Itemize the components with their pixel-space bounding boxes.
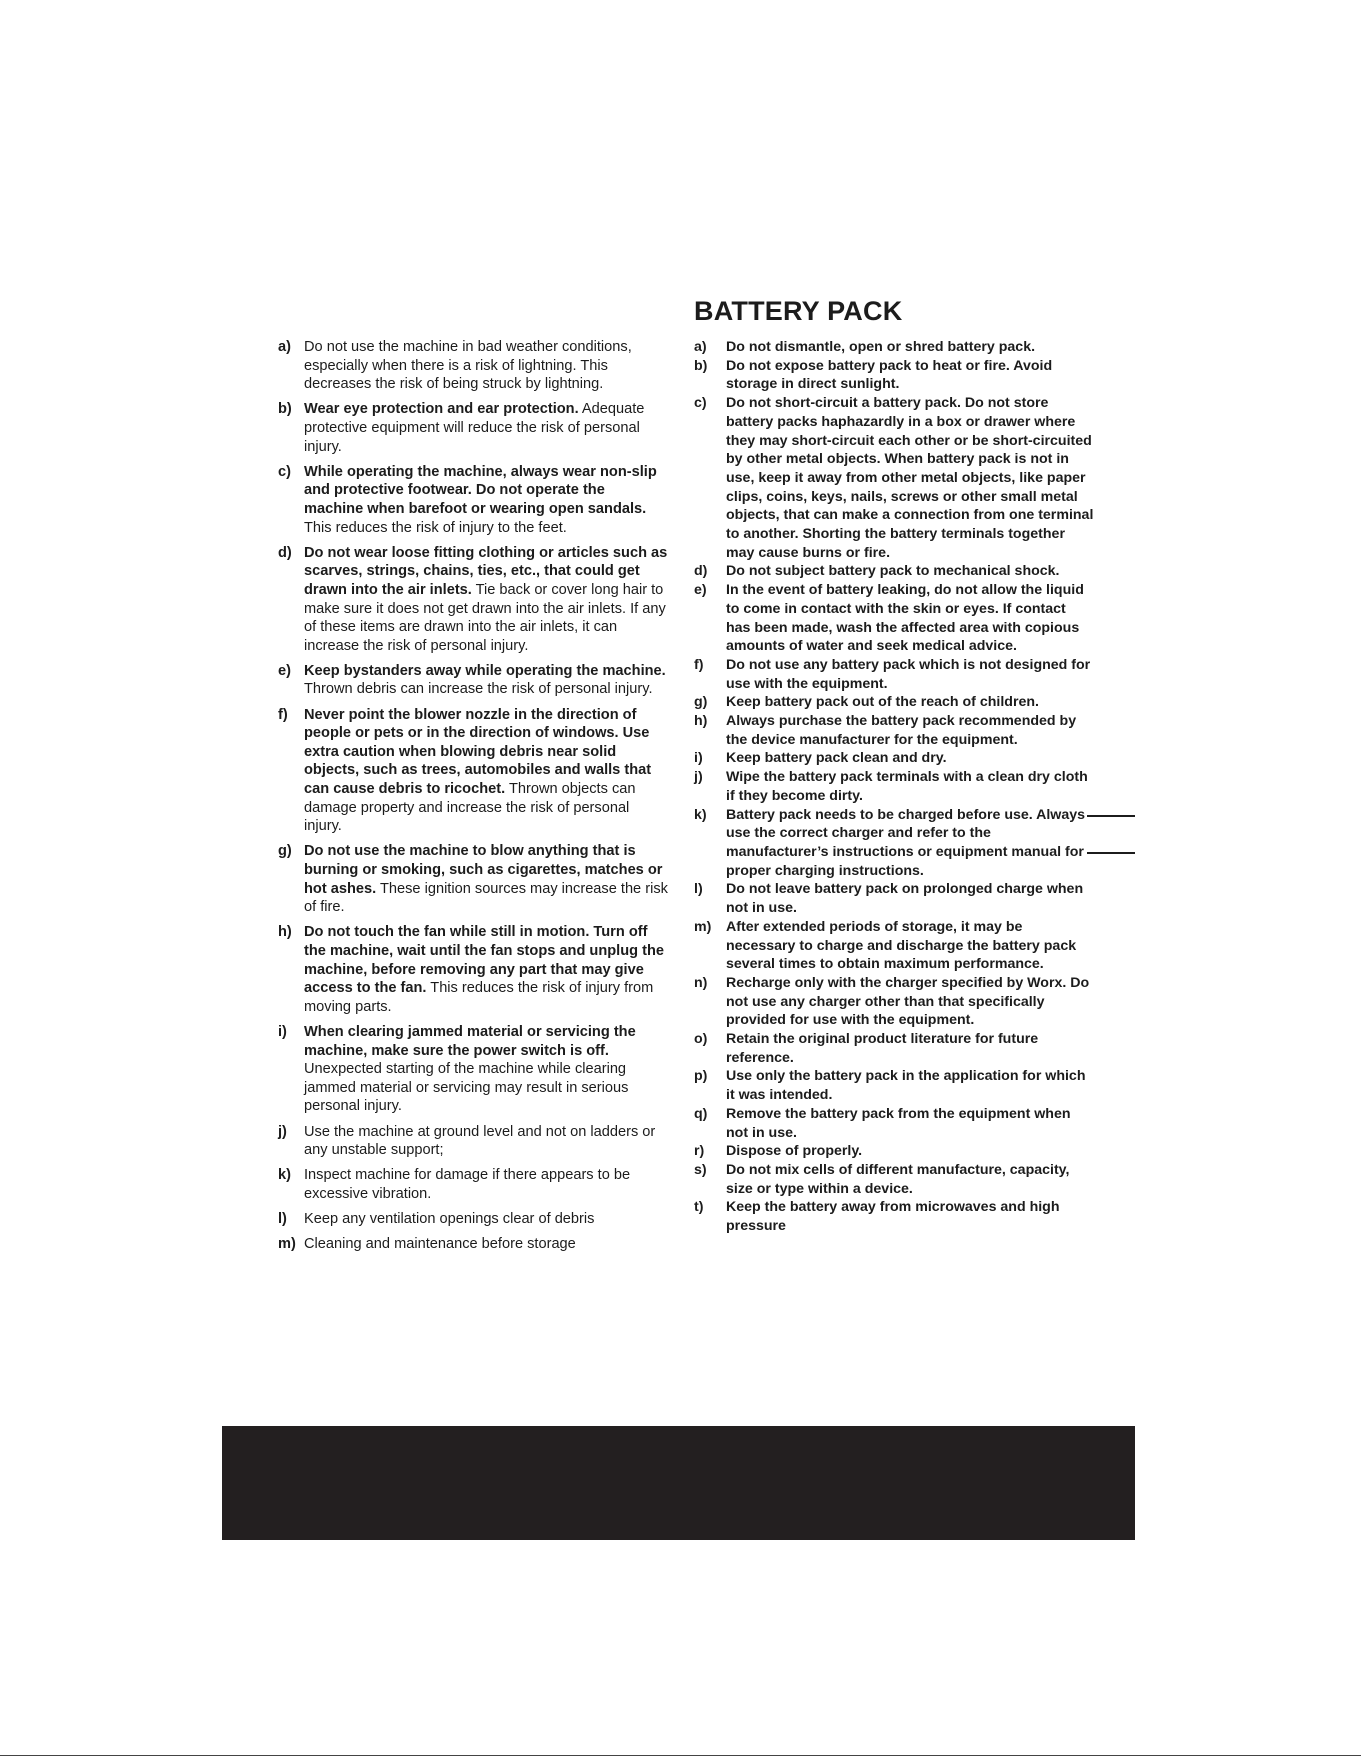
list-item — [278, 544, 668, 656]
list-item — [694, 768, 1094, 805]
list-item — [278, 400, 668, 456]
item-body: Tie back or cover long hair to make sure it does not get drawn into the air inlets. If any of these items are drawn into the air inlets, it can increase the risk of personal injury. — [304, 581, 666, 654]
list-item — [278, 1235, 668, 1254]
item-label: a) — [694, 339, 707, 355]
item-emphasis: Do not use the machine to blow anything that is burning or smoking, such as cigarettes, matches or hot ashes. — [304, 843, 663, 897]
list-item — [694, 1105, 1094, 1142]
list-item — [694, 1161, 1094, 1198]
item-text: Dispose of properly. — [726, 1143, 863, 1160]
item-text: After extended periods of storage, it may be necessary to charge and discharge the battery pack several times to obtain maximum performance. — [726, 918, 1077, 973]
item-text: Do not use any battery pack which is not designed for use with the equipment. — [726, 656, 1091, 692]
item-text — [304, 923, 668, 1016]
item-emphasis: Do not wear loose fitting clothing or articles such as scarves, strings, chains, ties, etc., that could get drawn into the air inlets. — [304, 544, 668, 598]
battery-pack-list — [694, 338, 1094, 1236]
list-item — [694, 1198, 1094, 1235]
item-label: e) — [694, 582, 707, 599]
item-label: c) — [694, 395, 707, 412]
item-label: d) — [278, 544, 292, 561]
list-item — [694, 1067, 1094, 1104]
item-text: Do not dismantle, open or shred battery pack. — [726, 339, 1036, 355]
list-item — [694, 338, 1094, 357]
item-label: h) — [278, 924, 292, 941]
item-label: g) — [694, 694, 708, 711]
item-text — [304, 1166, 668, 1203]
item-label: d) — [694, 563, 708, 580]
item-text — [304, 463, 668, 537]
item-label: i) — [694, 750, 703, 767]
item-text: Battery pack needs to be charged before use. Always use the correct charger and refer to the manufacturer’s instructions or equipment manual for proper charging instructions. — [726, 806, 1086, 879]
item-label: m) — [694, 918, 712, 935]
item-label: m) — [278, 1236, 296, 1253]
item-body: Thrown objects can damage property and increase the risk of personal injury. — [304, 781, 636, 835]
item-body: Inspect machine for damage if there appears to be excessive vibration. — [304, 1167, 631, 1202]
item-body: Use the machine at ground level and not on ladders or any unstable support; — [304, 1123, 656, 1159]
list-item — [694, 749, 1094, 768]
item-text: Do not expose battery pack to heat or fire. Avoid storage in direct sunlight. — [726, 357, 1053, 393]
item-label: k) — [278, 1167, 291, 1184]
list-item — [278, 1123, 668, 1160]
item-label: o) — [694, 1031, 708, 1048]
item-label: j) — [694, 769, 703, 786]
item-label: s) — [694, 1161, 707, 1178]
list-item — [694, 562, 1094, 581]
item-text: Retain the original product literature for future reference. — [726, 1031, 1039, 1066]
item-body: Adequate protective equipment will reduce the risk of personal injury. — [304, 401, 645, 455]
item-label: i) — [278, 1023, 287, 1040]
item-text: Always purchase the battery pack recommended by the device manufacturer for the equipment. — [726, 713, 1077, 748]
item-text — [304, 338, 668, 394]
item-emphasis: Keep bystanders away while operating the machine. — [304, 662, 666, 679]
item-label: p) — [694, 1068, 708, 1085]
item-text: Do not mix cells of different manufacture, capacity, size or type within a device. — [726, 1161, 1070, 1197]
list-item — [278, 1166, 668, 1203]
item-label: e) — [278, 662, 291, 679]
item-label: j) — [278, 1123, 287, 1140]
list-item — [278, 338, 668, 394]
page-bottom-edge — [0, 1755, 1361, 1756]
item-text: Keep battery pack out of the reach of children. — [726, 694, 1039, 711]
list-item — [694, 1030, 1094, 1067]
list-item — [694, 712, 1094, 749]
list-item — [694, 880, 1094, 917]
item-emphasis: Do not touch the fan while still in motion. Turn off the machine, wait until the fan stops and unplug the machine, before removing any part that may give access to the fan. — [304, 924, 664, 997]
item-label: f) — [278, 706, 288, 723]
item-emphasis: When clearing jammed material or servicing the machine, make sure the power switch is off. — [304, 1023, 636, 1059]
list-item — [278, 706, 668, 836]
item-text — [304, 662, 668, 699]
item-text: Do not subject battery pack to mechanical shock. — [726, 563, 1060, 580]
list-item — [278, 662, 668, 699]
item-body: Cleaning and maintenance before storage — [304, 1236, 576, 1253]
item-label: f) — [694, 656, 704, 673]
list-item — [694, 656, 1094, 693]
item-label: c) — [278, 463, 291, 480]
margin-rule — [1087, 852, 1135, 854]
item-text: Remove the battery pack from the equipment when not in use. — [726, 1105, 1071, 1141]
item-label: h) — [694, 713, 708, 730]
item-body: Do not use the machine in bad weather conditions, especially when there is a risk of lightning. This decreases the risk of being struck by lightning. — [304, 339, 632, 393]
item-body: Thrown debris can increase the risk of personal injury. — [304, 681, 653, 698]
item-label: r) — [694, 1143, 705, 1160]
item-label: b) — [278, 401, 292, 418]
item-label: l) — [278, 1211, 287, 1228]
list-item — [278, 842, 668, 916]
item-text — [304, 842, 668, 916]
item-text: In the event of battery leaking, do not allow the liquid to come in contact with the skin or eyes. If contact has been made, wash the affected area with copious amounts of water and seek medical advice. — [726, 582, 1084, 655]
battery-pack-heading: BATTERY PACK — [694, 296, 903, 326]
item-text: Do not short-circuit a battery pack. Do not store battery packs haphazardly in a box or drawer where they may short-circuit each other or be short-circuited by other metal objects. When battery pack is not in use, keep it away from other metal objects, like paper clips, coins, keys, nails, screws or other small metal objects, that can make a connection from one terminal to another. Shorting the battery terminals together may cause burns or fire. — [726, 395, 1094, 561]
item-body: These ignition sources may increase the risk of fire. — [304, 880, 668, 916]
list-item — [278, 463, 668, 537]
item-text — [304, 1235, 668, 1254]
list-item — [278, 1210, 668, 1229]
item-emphasis: While operating the machine, always wear non-slip and protective footwear. Do not operate the machine when barefoot or wearing open sandals. — [304, 463, 657, 517]
item-text — [304, 1023, 668, 1116]
item-text — [304, 1123, 668, 1160]
item-label: t) — [694, 1199, 704, 1216]
item-body: Keep any ventilation openings clear of debris — [304, 1211, 595, 1228]
list-item — [278, 1023, 668, 1116]
item-text: Do not leave battery pack on prolonged charge when not in use. — [726, 881, 1084, 917]
list-item — [694, 1142, 1094, 1161]
item-text — [304, 1210, 668, 1229]
list-item — [278, 923, 668, 1016]
item-emphasis: Wear eye protection and ear protection. — [304, 401, 579, 418]
footer-band — [222, 1426, 1135, 1540]
item-body: This reduces the risk of injury from moving parts. — [304, 980, 654, 1015]
item-label: b) — [694, 357, 708, 374]
item-label: k) — [694, 806, 707, 823]
list-item — [694, 806, 1094, 881]
list-item — [694, 357, 1094, 394]
item-text — [304, 544, 668, 656]
safety-instructions-list — [278, 338, 668, 1260]
item-label: l) — [694, 881, 703, 898]
item-text: Keep battery pack clean and dry. — [726, 750, 947, 767]
margin-rule — [1087, 815, 1135, 817]
item-label: g) — [278, 843, 292, 860]
item-text: Use only the battery pack in the application for which it was intended. — [726, 1068, 1086, 1104]
item-label: n) — [694, 974, 708, 991]
item-emphasis: Never point the blower nozzle in the direction of people or pets or in the direction of windows. Use extra caution when blowing debris near solid objects, such as trees, automobiles and walls that can cause debris to ricochet. — [304, 706, 652, 798]
item-label: q) — [694, 1105, 708, 1122]
item-text: Wipe the battery pack terminals with a clean dry cloth if they become dirty. — [726, 769, 1088, 804]
list-item — [694, 974, 1094, 1030]
list-item — [694, 581, 1094, 656]
list-item — [694, 918, 1094, 974]
list-item — [694, 394, 1094, 562]
item-body: Unexpected starting of the machine while clearing jammed material or servicing may result in serious personal injury. — [304, 1061, 629, 1115]
item-body: This reduces the risk of injury to the feet. — [304, 519, 567, 536]
item-text: Recharge only with the charger specified by Worx. Do not use any charger other than that specifically provided for use with the equipment. — [726, 974, 1090, 1029]
item-label: a) — [278, 339, 291, 355]
list-item — [694, 693, 1094, 712]
item-text: Keep the battery away from microwaves and high pressure — [726, 1199, 1060, 1235]
item-text — [304, 400, 668, 456]
item-text — [304, 706, 668, 836]
